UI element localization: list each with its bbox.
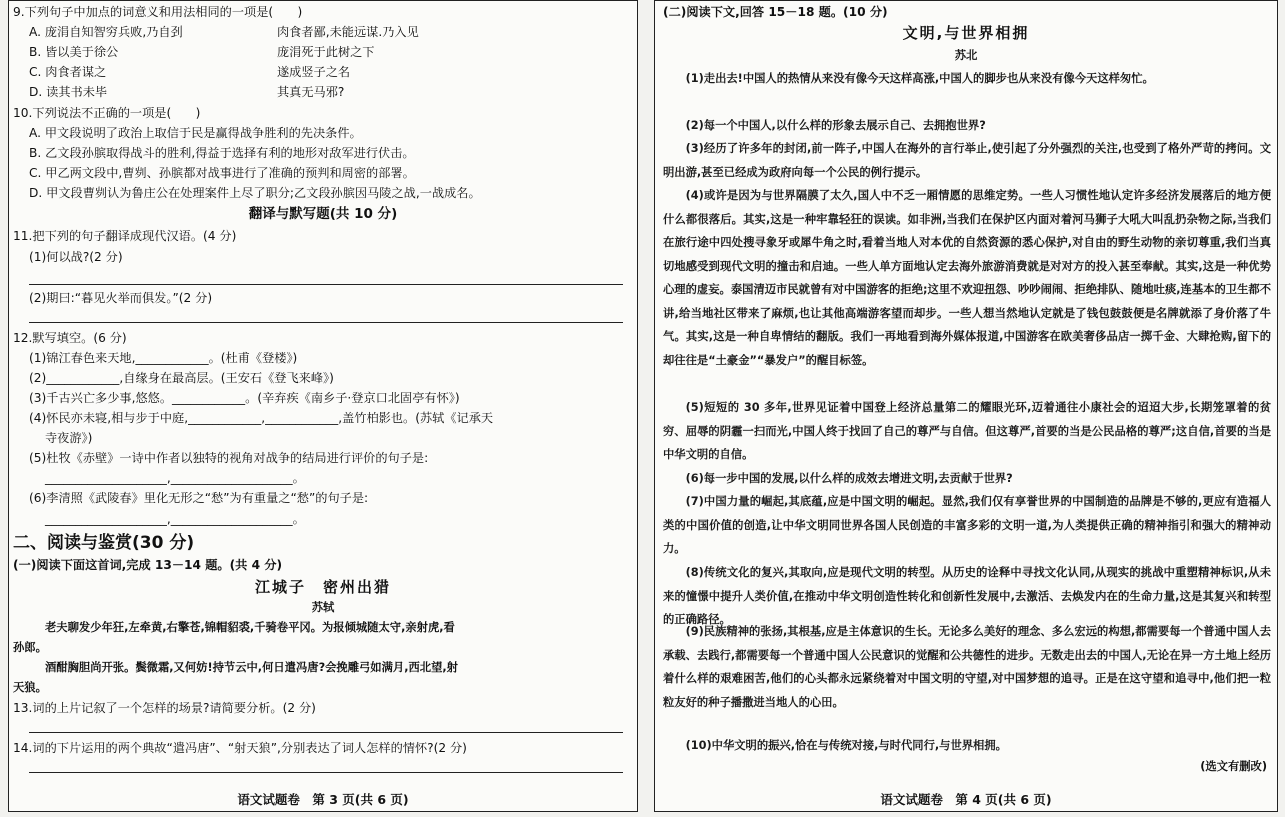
poem-stanza-1: 老夫聊发少年狂,左牵黄,右擎苍,锦帽貂裘,千骑卷平冈。为报倾城随太守,亲射虎,看 bbox=[45, 621, 455, 634]
poem-stanza-2: 酒酣胸胆尚开张。鬓微霜,又何妨!持节云中,何日遣冯唐?会挽雕弓如满月,西北望,射 bbox=[45, 661, 458, 674]
answer-line bbox=[29, 284, 623, 285]
q10-option-b: B. 乙文段孙膑取得战斗的胜利,得益于选择有利的地形对敌军进行伏击。 bbox=[29, 146, 415, 160]
q9-stem: 9.下列句子中加点的词意义和用法相同的一项是( ) bbox=[13, 5, 303, 19]
q12-line-6: (6)李清照《武陵春》里化无形之“愁”为有重量之“愁”的句子是: bbox=[29, 491, 369, 505]
article-paragraph-2: (2)每一个中国人,以什么样的形象去展示自己、去拥抱世界? bbox=[685, 119, 986, 132]
q13-stem: 13.词的上片记叙了一个怎样的场景?请简要分析。(2 分) bbox=[13, 701, 316, 715]
q12-line-3: (3)千古兴亡多少事,悠悠。____________。(辛弃疾《南乡子·登京口北固亭有怀》) bbox=[29, 391, 460, 405]
article-paragraph-7: (7)中国力量的崛起,其底蕴,应是中国文明的崛起。显然,我们仅有享誉世界的中国制造的品牌是不够的,更应有造福人类的中国价值的创造,让中华文明同世界各国人民创造的丰富多彩的文明一道,为人类提供正确的精神指引和强大的精神动力。 bbox=[663, 495, 1271, 555]
article-paragraph-9: (9)民族精神的张扬,其根基,应是主体意识的生长。无论多么美好的理念、多么宏远的构想,都需要每一个普通中国人去承载、去践行,都需要每一个普通中国人公民意识的觉醒和公共德性的进步。无数走出去的中国人,无论在异一方土地上经历着什么样的艰难困苦,他们的心头都永远紧绕着对中国文明的守望,对中国梦想的追寻。正是在这守望和追寻中,他们把一粒粒友好的种子播撒进当地人的心田。 bbox=[663, 625, 1271, 709]
article-paragraph-8: (8)传统文化的复兴,其取向,应是现代文明的转型。从历史的诠释中寻找文化认同,从现实的挑战中重塑精神标识,从未来的憧憬中提升人类价值,在推动中华文明创造性转化和创新性发展中,去激活、去焕发内在的生命力量,这是其复兴和转型的正确路径。 bbox=[663, 566, 1271, 626]
q9-option-a: A. 庞涓自知智穷兵败,乃自刭 bbox=[29, 25, 183, 39]
q12-line-1: (1)锦江春色来天地,____________。(杜甫《登楼》) bbox=[29, 351, 298, 365]
article-paragraph-3: (3)经历了许多年的封闭,前一阵子,中国人在海外的言行举止,使引起了分外强烈的关注,也受到了格外严苛的拷问。文明出游,甚至已经成为政府向每一个公民的例行提示。 bbox=[663, 142, 1271, 179]
q9-option-b-compare: 庞涓死于此树之下 bbox=[277, 45, 375, 59]
q10-option-d: D. 甲文段曹刿认为鲁庄公在处理案件上尽了职分;乙文段孙膑因马陵之战,一战成名。 bbox=[29, 186, 481, 200]
page-footer: 语文试题卷 第 4 页(共 6 页) bbox=[880, 792, 1052, 807]
q11-item-1: (1)何以战?(2 分) bbox=[29, 250, 123, 264]
article-paragraph-4: (4)或许是因为与世界隔膜了太久,国人中不乏一厢情愿的思维定势。一些人习惯性地认定许多经济发展落后的地方便什么都很落后。其实,这是一种牢靠轻狂的误读。如非洲,当我们在保护区内面对着河马狮子大吼大叫乱扔杂物之际,当我们在旅行途中四处搜寻象牙或犀牛角之时,看着当地人对本优的自然资源的悉心保护,对自由的野生动物的亲切尊重,我们当真切地感受到现代文明的撞击和启迪。一些人单方面地认定去海外旅游消费就是对对方的投入甚至奉献。其实,这是一种优势心理的虚妄。泰国清迈市民就曾有对中国游客的拒绝;这里不欢迎扭怨、吵吵闹闹、拒绝排队、随地吐痰,连基本的卫生都不讲,给当地社区带来了麻烦,也让其他高端游客望而却步。一些人想当然地认定就是了钱包鼓鼓便是名牌就添了身价落了牛气。其实,这是一种自卑情结的翻版。我们一再地看到海外媒体报道,中国游客在欧美奢侈品店一掷千金、大肆抢购,留下的却往往是“土豪金”“暴发户”的醒目标签。 bbox=[663, 189, 1271, 367]
poem-title: 江城子 密州出猎 bbox=[254, 578, 391, 596]
part2-heading: (二)阅读下文,回答 15－18 题。(10 分) bbox=[663, 5, 888, 19]
q10-option-c: C. 甲乙两文段中,曹刿、孙膑都对战事进行了准确的预判和周密的部署。 bbox=[29, 166, 415, 180]
poem-stanza-2-cont: 天狼。 bbox=[13, 681, 47, 694]
poem-stanza-1-cont: 孙郎。 bbox=[13, 641, 47, 654]
source-note: (选文有删改) bbox=[1200, 760, 1267, 773]
article-title: 文明,与世界相拥 bbox=[902, 24, 1030, 42]
q9-option-a-compare: 肉食者鄙,未能远谋.乃入见 bbox=[277, 25, 419, 39]
q10-option-a: A. 甲文段说明了政治上取信于民是赢得战争胜利的先决条件。 bbox=[29, 126, 362, 140]
q9-option-b: B. 皆以美于徐公 bbox=[29, 45, 119, 59]
article-paragraph-1: (1)走出去!中国人的热情从来没有像今天这样高涨,中国人的脚步也从来没有像今天这样匆忙。 bbox=[685, 72, 1154, 85]
answer-line bbox=[29, 772, 623, 773]
q12-line-4-cont: 寺夜游》) bbox=[45, 431, 93, 445]
article-paragraph-10: (10)中华文明的振兴,恰在与传统对接,与时代同行,与世界相拥。 bbox=[685, 739, 1007, 752]
exam-page-4 bbox=[654, 0, 1278, 812]
q9-option-d: D. 读其书未毕 bbox=[29, 85, 108, 99]
q12-line-5: (5)杜牧《赤壁》一诗中作者以独特的视角对战争的结局进行评价的句子是: bbox=[29, 451, 429, 465]
q9-option-d-compare: 其真无马邪? bbox=[277, 85, 345, 99]
q10-stem: 10.下列说法不正确的一项是( ) bbox=[13, 106, 201, 120]
section-reading-heading: 二、阅读与鉴赏(30 分) bbox=[13, 533, 195, 553]
q11-item-2: (2)期曰:“暮见火举而俱发。”(2 分) bbox=[29, 291, 213, 305]
q12-stem: 12.默写填空。(6 分) bbox=[13, 331, 127, 345]
q12-line-4: (4)怀民亦未寝,相与步于中庭,____________,____________,盖竹柏影也。(苏轼《记承天 bbox=[29, 411, 494, 425]
part1-heading: (一)阅读下面这首词,完成 13－14 题。(共 4 分) bbox=[13, 558, 283, 572]
q14-stem: 14.词的下片运用的两个典故“遣冯唐”、“射天狼”,分别表达了词人怎样的情怀?(2 分) bbox=[13, 741, 467, 755]
article-paragraph-5: (5)短短的 30 多年,世界见证着中国登上经济总量第二的耀眼光环,迈着通往小康社会的迢迢大步,长期笼罩着的贫穷、屈辱的阴霾一扫而光,中国人终于找回了自己的尊严与自信。但这尊严,首要的当是公民品格的尊严;这自信,首要的当是中华文明的自信。 bbox=[663, 401, 1271, 461]
q12-line-6-blanks: ____________________,____________________。 bbox=[45, 512, 305, 526]
answer-line bbox=[29, 322, 623, 323]
article-paragraph-6: (6)每一步中国的发展,以什么样的成效去增进文明,去贡献于世界? bbox=[685, 472, 1013, 485]
section-translation-heading: 翻译与默写题(共 10 分) bbox=[248, 206, 398, 222]
poem-author: 苏轼 bbox=[311, 601, 335, 614]
q11-stem: 11.把下列的句子翻译成现代汉语。(4 分) bbox=[13, 229, 237, 243]
answer-line bbox=[29, 732, 623, 733]
q9-option-c: C. 肉食者谋之 bbox=[29, 65, 107, 79]
q9-option-c-compare: 遂成竖子之名 bbox=[277, 65, 351, 79]
exam-page-3 bbox=[8, 0, 638, 812]
page-footer: 语文试题卷 第 3 页(共 6 页) bbox=[237, 792, 409, 807]
q12-line-5-blanks: ____________________,____________________。 bbox=[45, 471, 305, 485]
article-author: 苏北 bbox=[954, 49, 978, 62]
q12-line-2: (2)____________,自缘身在最高层。(王安石《登飞来峰》) bbox=[29, 371, 334, 385]
